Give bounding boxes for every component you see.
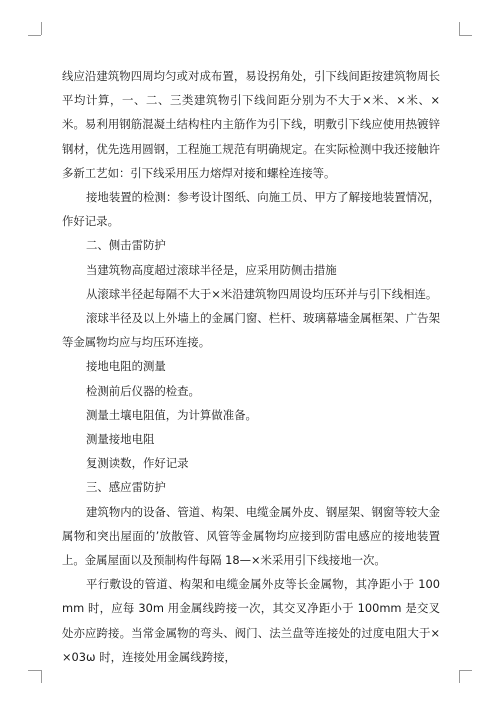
heading-induced-lightning: 三、感应雷防护	[86, 480, 166, 495]
crop-mark-bottom-left-vertical	[41, 670, 42, 683]
paragraph-measure-resistance: 测量接地电阻	[86, 432, 155, 447]
crop-mark-top-left-horizontal	[28, 35, 41, 36]
crop-mark-bottom-left-horizontal	[28, 670, 41, 671]
heading-grounding-resistance: 接地电阻的测量	[86, 359, 166, 374]
paragraph-retest-record: 复测读数，作好记录	[86, 456, 189, 471]
paragraph-grounding-inspection: 接地装置的检测：参考设计图纸、向施工员、甲方了解接地装置情况，作好记录。	[62, 190, 440, 229]
paragraph-parallel-metal-bonding: 平行敷设的管道、构架和电缆金属外皮等长金属物，其净距小于 100mm 时，应每 30m 用金属线跨接一次，其交叉净距小于 100mm 是交叉处亦应跨接。当常金属物的弯头、阀门、法兰盘等连接处的过度电阻大于××03ω 时，连接处用金属线跨接，	[62, 577, 440, 664]
paragraph-equalizing-ring: 从滚球半径起每隔不大于×米沿建筑物四周设均压环并与引下线相连。	[86, 286, 438, 301]
crop-mark-top-right-vertical	[459, 22, 460, 35]
paragraph-lightning-down-conductor: 线应沿建筑物四周均匀或对成布置，易设拐角处，引下线间距按建筑物周长平均计算，一、二、三类建筑物引下线间距分别为不大于×米、×米、×米。易利用钢筋混凝土结构柱内主筋作为引下线，明敷引下线应使用热镀锌钢材，优先选用圆钢，工程施工规范有明确规定。在实际检测中我还接触许多新工艺如：引下线采用压力熔焊对接和螺栓连接等。	[62, 69, 440, 180]
crop-mark-top-left-vertical	[41, 22, 42, 35]
paragraph-induced-grounding: 建筑物内的设备、管道、构架、电缆金属外皮、钢屋架、钢窗等较大金属物和突出屋面的’放散管、风管等金属物均应接到防雷电感应的接地装置上。金属屋面以及预制构件每隔 18—×米采用引下线接地一次。	[62, 504, 440, 568]
crop-mark-top-right-horizontal	[459, 35, 472, 36]
crop-mark-bottom-right-vertical	[459, 670, 460, 683]
crop-mark-bottom-right-horizontal	[459, 670, 472, 671]
paragraph-instrument-check: 检测前后仪器的检查。	[86, 383, 200, 398]
paragraph-side-strike-measures: 当建筑物高度超过滚球半径是，应采用防侧击措施	[86, 262, 337, 277]
document-body	[62, 64, 440, 669]
paragraph-soil-resistance: 测量土壤电阻值，为计算做准备。	[86, 407, 257, 422]
heading-side-strike-protection: 二、侧击雷防护	[86, 238, 166, 253]
paragraph-metal-connection: 滚球半径及以上外墙上的金属门窗、栏杆、玻璃幕墙金属框架、广告架等金属物均应与均压环连接。	[62, 311, 440, 350]
